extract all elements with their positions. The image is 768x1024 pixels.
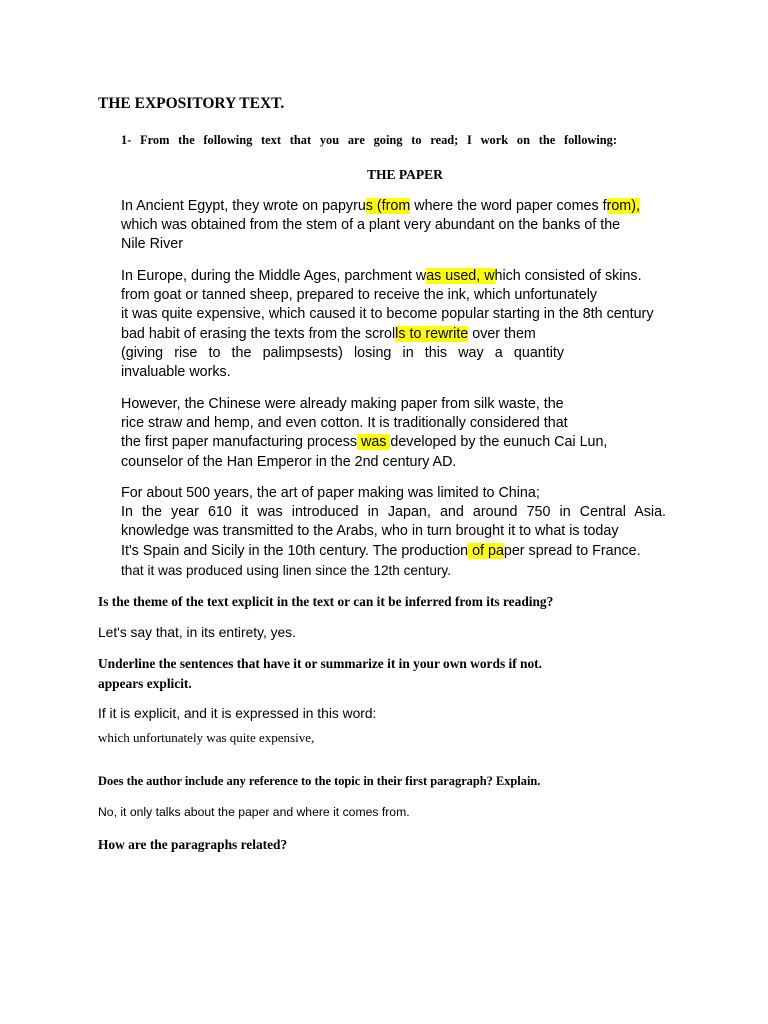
highlight: rom), — [606, 198, 640, 214]
answer-2: If it is explicit, and it is expressed in this word: — [98, 706, 377, 721]
question-2-continued: appears explicit. — [98, 676, 192, 691]
document-title: THE EXPOSITORY TEXT. — [98, 95, 285, 112]
paragraph-line: that it was produced using linen since the 12th century. — [121, 562, 451, 578]
paragraph-line: (giving rise to the palimpsests) losing in this way a quantity — [121, 344, 564, 361]
highlight: s (from — [365, 198, 411, 214]
paragraph-line: However, the Chinese were already making paper from silk waste, the — [121, 396, 564, 412]
question-2: Underline the sentences that have it or summarize it in your own words if not. — [98, 656, 542, 671]
paragraph-1 — [121, 197, 669, 255]
paragraph-3 — [121, 395, 641, 472]
highlight: as used, w — [426, 268, 495, 284]
paragraph-line: knowledge was transmitted to the Arabs, who in turn brought it to what is today — [121, 523, 619, 540]
paragraph-line: bad habit of erasing the texts from the scrolls to rewrite over them — [121, 325, 536, 342]
paragraph-2 — [121, 267, 691, 382]
answer-2-quote: which unfortunately was quite expensive, — [98, 730, 315, 745]
paragraph-line: it was quite expensive, which caused it to become popular starting in the 8th century — [121, 306, 654, 323]
instruction-line: 1- From the following text that you are going to read; I work on the following: — [121, 133, 617, 147]
paragraph-line: invaluable works. — [121, 364, 231, 381]
highlight: ls to rewrite — [395, 325, 469, 342]
paragraph-line: In Europe, during the Middle Ages, parchment was used, which consisted of skins. — [121, 268, 642, 284]
paragraph-line: rice straw and hemp, and even cotton. It is traditionally considered that — [121, 415, 568, 432]
paragraph-line: In Ancient Egypt, they wrote on papyrus (from where the word paper comes from), — [121, 198, 640, 214]
paragraph-line: It's Spain and Sicily in the 10th century. The production of paper spread to France. — [121, 542, 641, 559]
highlight: was — [357, 434, 391, 451]
section-heading: THE PAPER — [367, 167, 443, 182]
answer-1: Let's say that, in its entirety, yes. — [98, 625, 296, 640]
paragraph-line: the first paper manufacturing process was developed by the eunuch Cai Lun, — [121, 434, 608, 451]
paragraph-4 — [121, 484, 673, 580]
question-1: Is the theme of the text explicit in the text or can it be inferred from its reading? — [98, 594, 554, 609]
question-3: Does the author include any reference to the topic in their first paragraph? Explain. — [98, 774, 541, 788]
paragraph-line: which was obtained from the stem of a plant very abundant on the banks of the — [121, 217, 621, 234]
paragraph-line: from goat or tanned sheep, prepared to receive the ink, which unfortunately — [121, 287, 598, 304]
answer-3: No, it only talks about the paper and where it comes from. — [98, 805, 410, 819]
paragraph-line: For about 500 years, the art of paper making was limited to China; — [121, 485, 540, 501]
paragraph-line: Nile River — [121, 236, 183, 253]
highlight: of pa — [468, 542, 504, 559]
question-4: How are the paragraphs related? — [98, 837, 288, 852]
paragraph-line: In the year 610 it was introduced in Japan, and around 750 in Central Asia. — [121, 504, 666, 521]
paragraph-line: counselor of the Han Emperor in the 2nd century AD. — [121, 453, 457, 470]
